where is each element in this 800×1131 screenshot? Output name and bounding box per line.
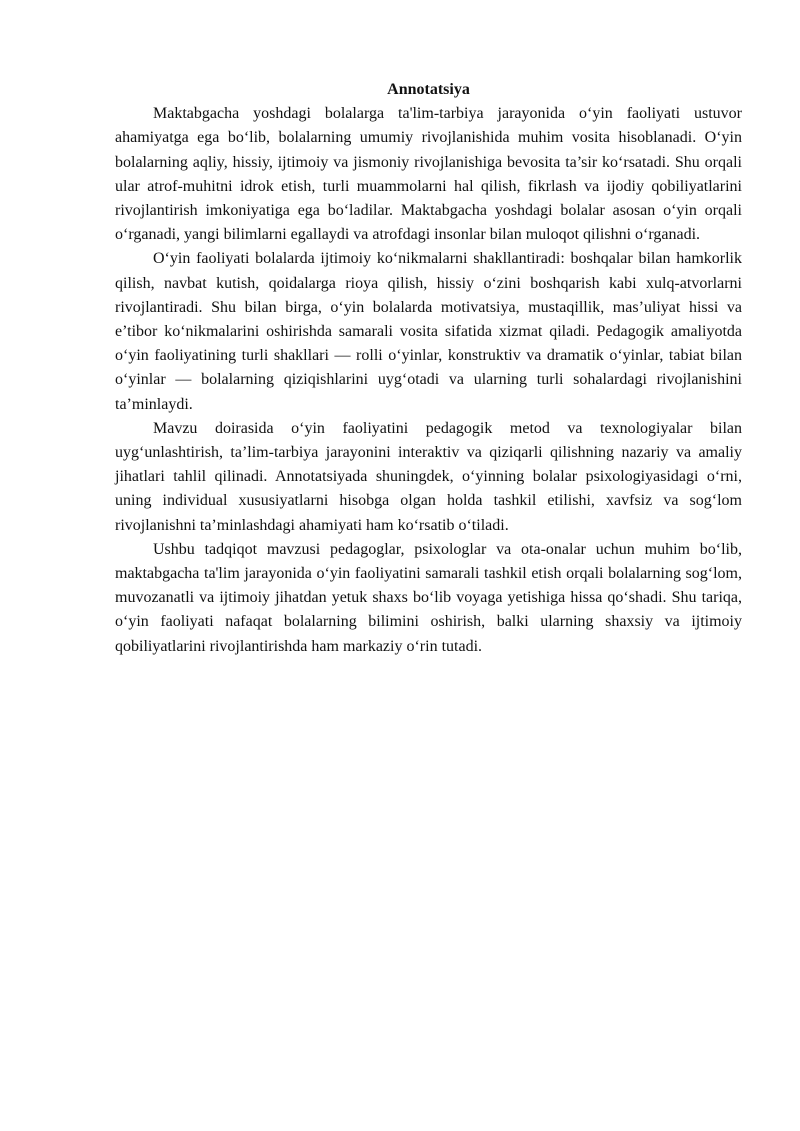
document-title: Annotatsiya [387,81,470,98]
paragraph-3: Mavzu doirasida o‘yin faoliyatini pedagogik metod va texnologiyalar bilan uyg‘unlashtirish, ta’lim-tarbiya jarayonini interaktiv va qiziqarli qilishning nazariy va amaliy jihatlari tahlil qilinadi. Annotatsiyada shuningdek, o‘yinning bolalar psixologiyasidagi o‘rni, uning individual xususiyatlarni hisobga olgan holda tashkil etilishi, xavfsiz va sog‘lom rivojlanishni ta’minlashdagi ahamiyati ham ko‘rsatib o‘tiladi. [115,419,742,534]
document-body [115,78,742,659]
paragraph-4: Ushbu tadqiqot mavzusi pedagoglar, psixologlar va ota-onalar uchun muhim bo‘lib, maktabgacha ta'lim jarayonida o‘yin faoliyatini samarali tashkil etish orqali bolalarning sog‘lom, muvozanatli va ijtimoiy jihatdan yetuk shaxs bo‘lib voyaga yetishiga hissa qo‘shadi. Shu tariqa, o‘yin faoliyati nafaqat bolalarning bilimini oshirish, balki ularning shaxsiy va ijtimoiy qobiliyatlarini rivojlantirishda ham markaziy o‘rin tutadi. [115,540,742,655]
paragraph-2: O‘yin faoliyati bolalarda ijtimoiy ko‘nikmalarni shakllantiradi: boshqalar bilan hamkorlik qilish, navbat kutish, qoidalarga rioya qilish, hissiy o‘zini boshqarish kabi xulq-atvorlarni rivojlantiradi. Shu bilan birga, o‘yin bolalarda motivatsiya, mustaqillik, mas’uliyat hissi va e’tibor ko‘nikmalarini oshirishda samarali vosita sifatida xizmat qiladi. Pedagogik amaliyotda o‘yin faoliyatining turli shakllari — rolli o‘yinlar, konstruktiv va dramatik o‘yinlar, tabiat bilan o‘yinlar — bolalarning qiziqishlarini uyg‘otadi va ularning turli sohalardagi rivojlanishini ta’minlaydi. [115,250,742,413]
paragraph-1: Maktabgacha yoshdagi bolalarga ta'lim-tarbiya jarayonida o‘yin faoliyati ustuvor ahamiyatga ega bo‘lib, bolalarning umumiy rivojlanishida muhim vosita hisoblanadi. O‘yin bolalarning aqliy, hissiy, ijtimoiy va jismoniy rivojlanishiga bevosita ta’sir ko‘rsatadi. Shu orqali ular atrof-muhitni idrok etish, turli muammolarni hal qilish, fikrlash va ijodiy qobiliyatlarini rivojlantirish imkoniyatiga ega bo‘ladilar. Maktabgacha yoshdagi bolalar asosan o‘yin orqali o‘rganadi, yangi bilimlarni egallaydi va atrofdagi insonlar bilan muloqot qilishni o‘rganadi. [115,105,742,244]
